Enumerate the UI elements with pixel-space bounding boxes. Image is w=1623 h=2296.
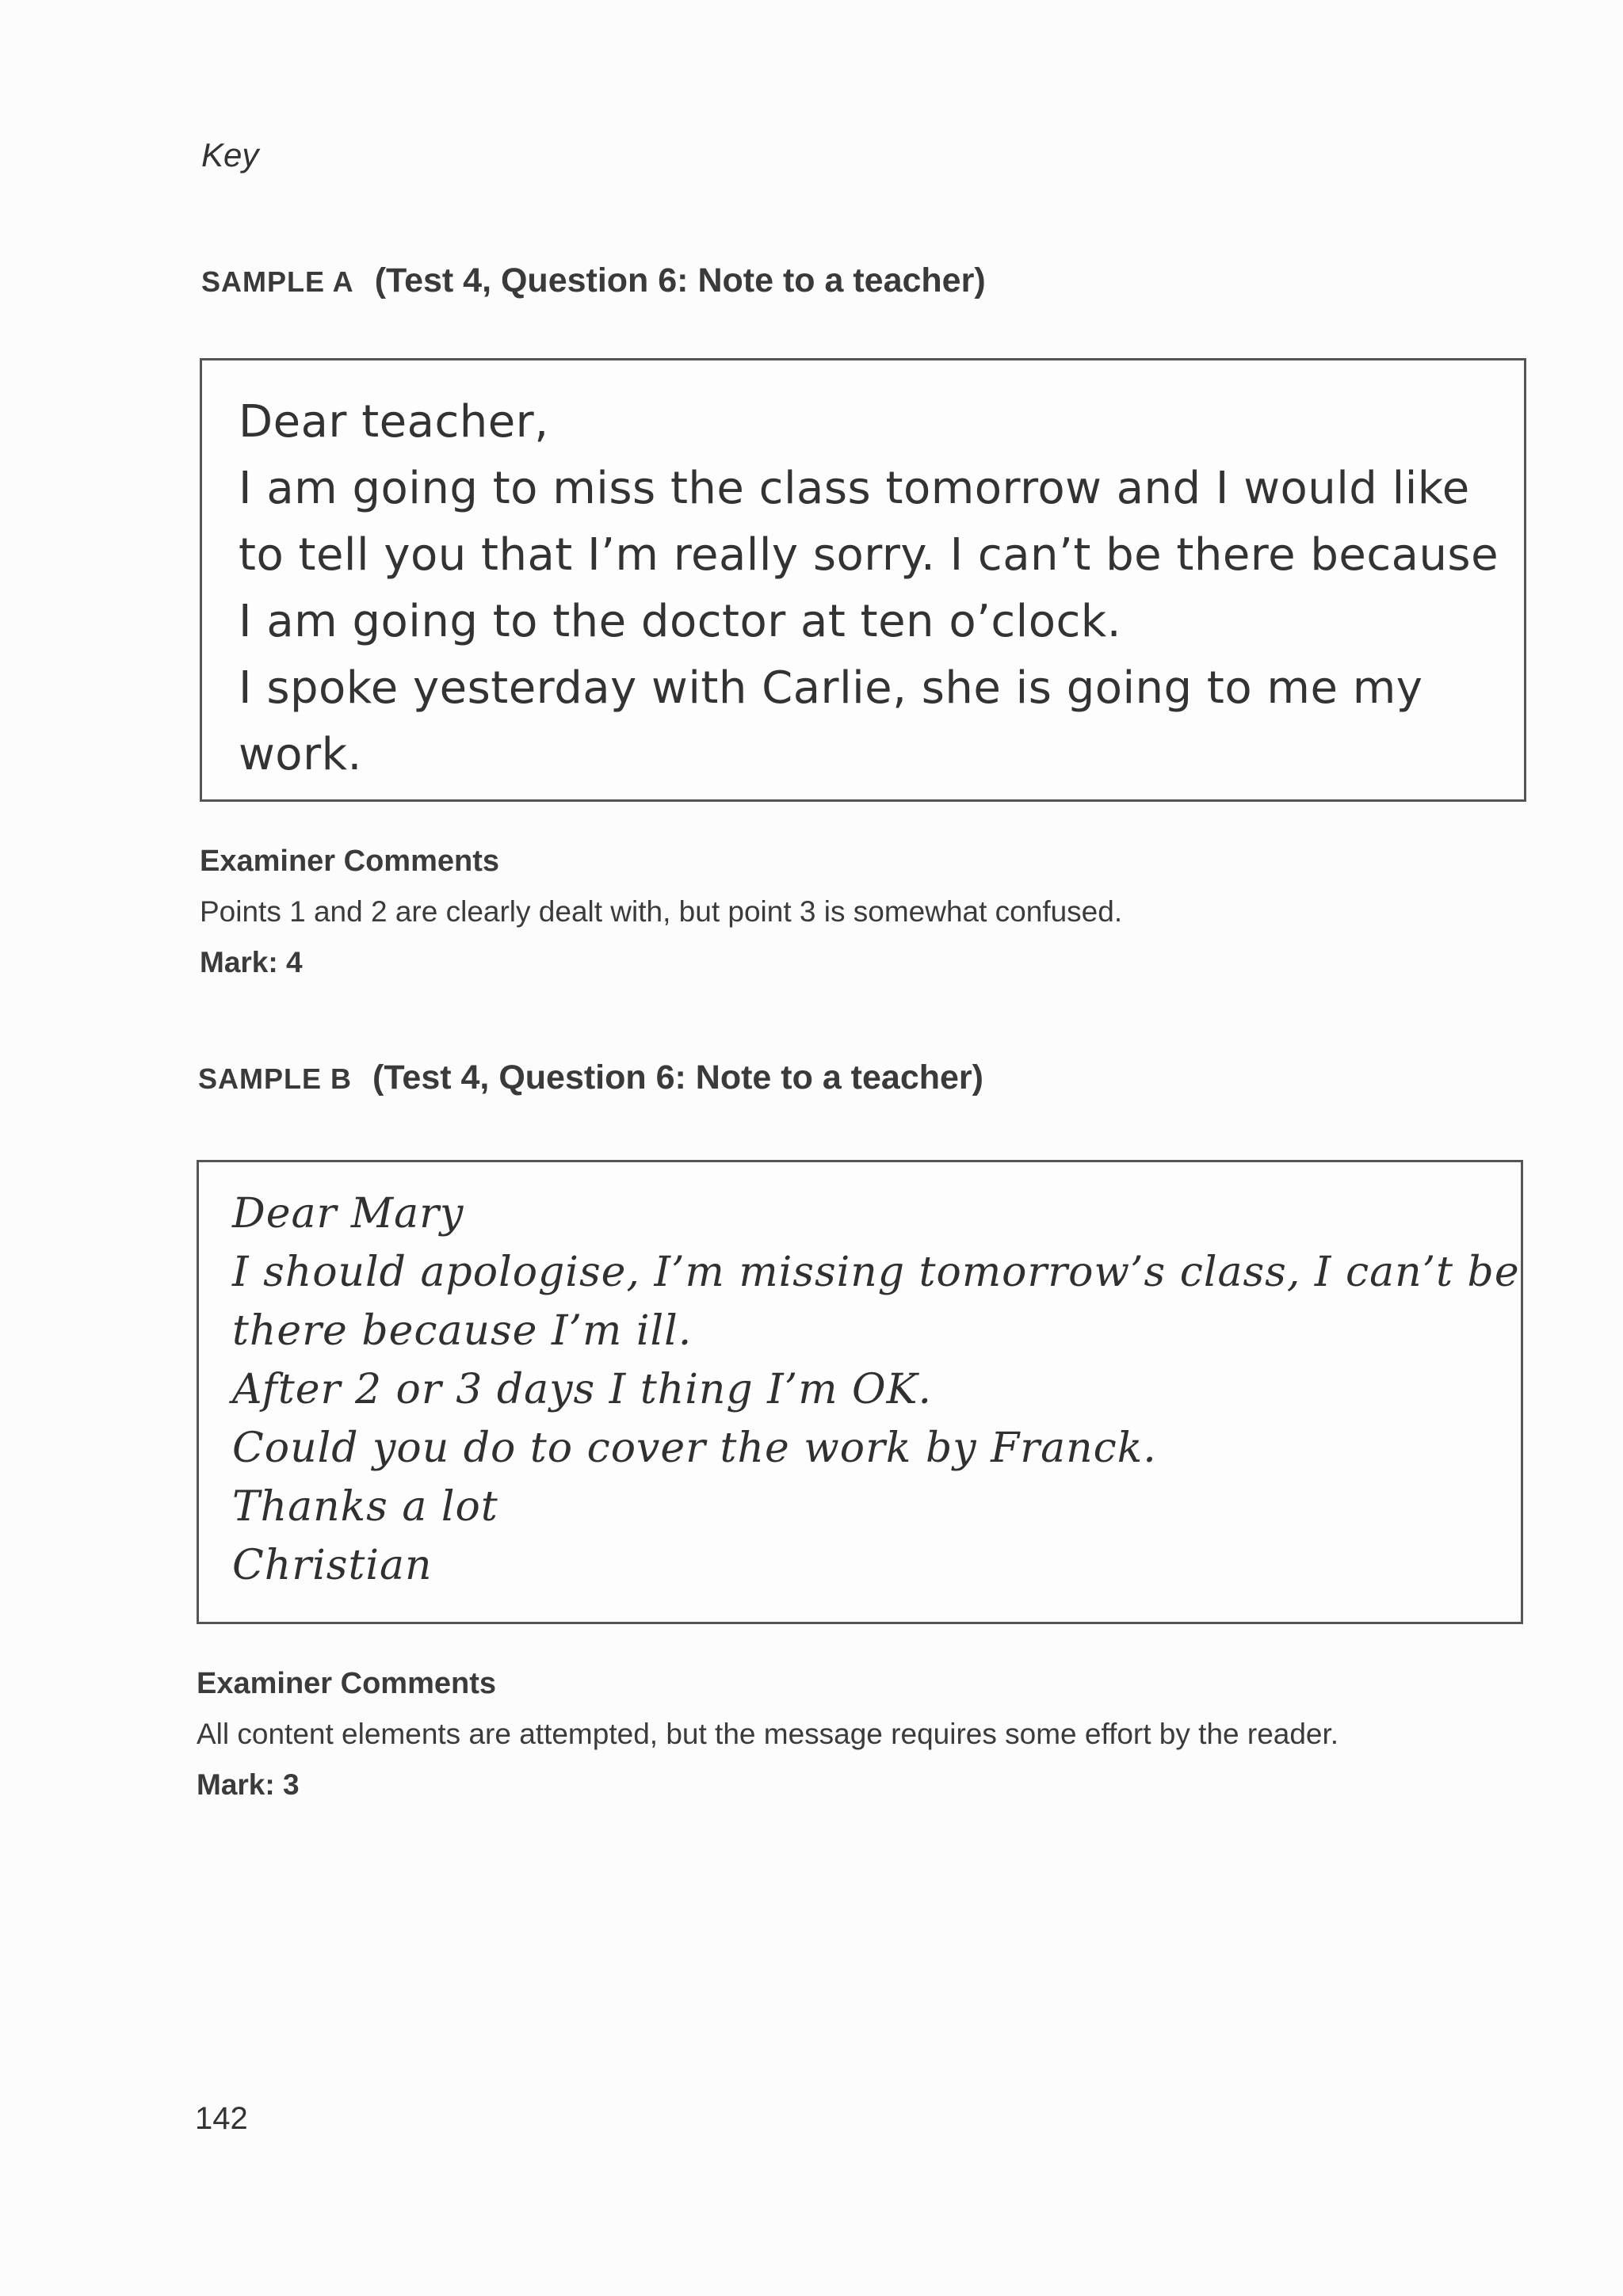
sample-b-comments-text: All content elements are attempted, but the message requires some effort by the reader. <box>197 1718 1339 1750</box>
sample-a-letter-line: to tell you that I’m really sorry. I can’t be there because <box>239 529 1499 581</box>
sample-b-comments-title: Examiner Comments <box>197 1667 497 1700</box>
sample-b-letter-line: After 2 or 3 days I thing I’m OK. <box>232 1366 933 1413</box>
sample-b-letter-line: Dear Mary <box>232 1190 464 1238</box>
sample-a-tag: SAMPLE A <box>201 265 354 298</box>
sample-b-letter-line: I should apologise, I’m missing tomorrow’s class, I can’t be <box>232 1249 1520 1296</box>
sample-b-letter-box <box>197 1160 1523 1624</box>
sample-a-letter-box <box>200 358 1526 802</box>
sample-b-tag: SAMPLE B <box>198 1062 353 1095</box>
sample-a-heading <box>201 261 986 300</box>
sample-b-mark: Mark: 3 <box>197 1768 300 1801</box>
sample-a-letter-line: I spoke yesterday with Carlie, she is going to me my <box>239 662 1423 714</box>
sample-a-letter-line: work. <box>239 729 362 780</box>
sample-b-letter-line: Thanks a lot <box>232 1483 498 1531</box>
sample-b-letter-line: there because I’m ill. <box>232 1307 693 1355</box>
sample-a-title: (Test 4, Question 6: Note to a teacher) <box>374 261 986 299</box>
sample-a-comments-title: Examiner Comments <box>200 845 500 878</box>
sample-a-letter-line: I am going to the doctor at ten o’clock. <box>239 596 1122 647</box>
sample-a-letter-line: Dear teacher, <box>239 396 549 448</box>
sample-b-letter-line: Could you do to cover the work by Franck. <box>232 1425 1157 1472</box>
sample-b-title: (Test 4, Question 6: Note to a teacher) <box>372 1058 983 1097</box>
sample-a-mark: Mark: 4 <box>200 946 303 978</box>
sample-a-letter-line: I am going to miss the class tomorrow and I would like <box>239 463 1470 514</box>
sample-a-comments-text: Points 1 and 2 are clearly dealt with, but point 3 is somewhat confused. <box>200 895 1123 928</box>
sample-b-letter-line: Christian <box>232 1542 433 1589</box>
sample-b-heading <box>198 1058 983 1097</box>
running-head: Key <box>201 136 259 174</box>
page-number: 142 <box>195 2101 248 2136</box>
